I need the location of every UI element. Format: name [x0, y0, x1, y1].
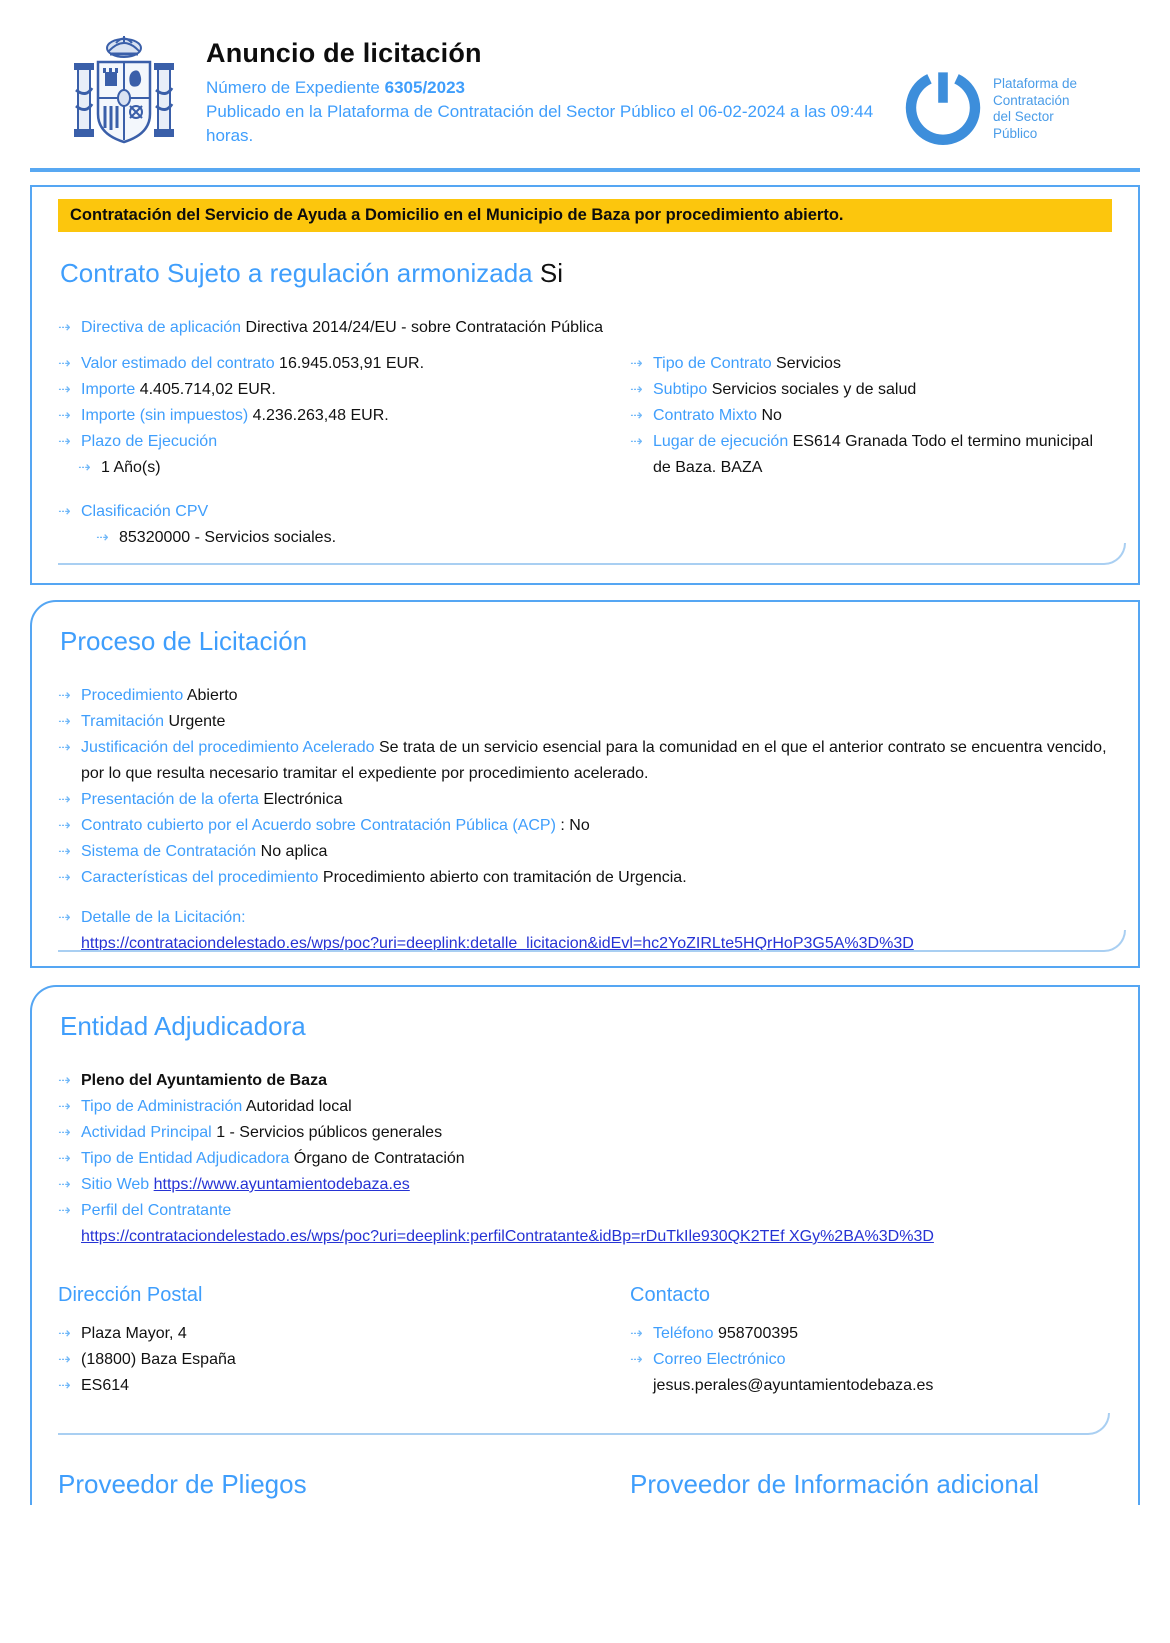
dashed-arrow-icon: ⇢	[58, 1150, 71, 1167]
field-value: 1 Año(s)	[101, 459, 161, 476]
field-label: Tramitación	[81, 713, 164, 730]
dashed-arrow-icon: ⇢	[58, 713, 71, 730]
field-label: Justificación del procedimiento Acelerado	[81, 739, 375, 756]
field-label: Presentación de la oferta	[81, 791, 259, 808]
dashed-arrow-icon: ⇢	[58, 433, 71, 450]
dashed-arrow-icon: ⇢	[58, 1072, 71, 1089]
dashed-arrow-icon: ⇢	[58, 1098, 71, 1115]
dashed-arrow-icon: ⇢	[630, 381, 643, 398]
section-proceso-licitacion	[30, 600, 1140, 968]
dashed-arrow-icon: ⇢	[58, 1176, 71, 1193]
dashed-arrow-icon: ⇢	[630, 1325, 643, 1342]
dashed-arrow-icon: ⇢	[630, 433, 643, 450]
field-value: Se trata de un servicio esencial para la comunidad en el que el anterior contrato se encuentra vencido, por lo que resulta necesario tramitar el expediente por procedimiento acelerado.	[81, 739, 1107, 782]
field-value: jesus.perales@ayuntamientodebaza.es	[653, 1377, 934, 1394]
field-label: Detalle de la Licitación:	[81, 909, 246, 926]
field-direccion-linea2	[58, 1347, 630, 1373]
page-curl-decoration	[58, 930, 1126, 952]
dashed-arrow-icon: ⇢	[58, 407, 71, 424]
field-label: Perfil del Contratante	[81, 1202, 232, 1219]
field-value: Electrónica	[263, 791, 343, 808]
field-value: Servicios	[776, 355, 841, 372]
dashed-arrow-icon: ⇢	[58, 869, 71, 886]
dashed-arrow-icon: ⇢	[630, 407, 643, 424]
field-value: No	[761, 407, 782, 424]
page-curl-decoration	[58, 543, 1126, 565]
expediente-line	[206, 76, 906, 100]
field-value: Directiva 2014/24/EU - sobre Contratación Pública	[245, 319, 604, 336]
field-label: Contrato Mixto	[653, 407, 758, 424]
field-value: Procedimiento abierto con tramitación de Urgencia.	[322, 869, 687, 886]
field-importe-sin-impuestos	[58, 403, 630, 429]
field-label: Subtipo	[653, 381, 708, 398]
spain-coat-of-arms-icon	[72, 34, 176, 152]
field-tramitacion	[58, 709, 1112, 735]
field-value: 4.236.263,48 EUR.	[252, 407, 389, 424]
field-label: Procedimiento	[81, 687, 184, 704]
section-title-contrato	[60, 258, 1112, 289]
field-entidad-nombre	[58, 1068, 1112, 1094]
field-label: Valor estimado del contrato	[81, 355, 275, 372]
field-label: Lugar de ejecución	[653, 433, 789, 450]
field-label: Tipo de Entidad Adjudicadora	[81, 1150, 290, 1167]
field-value: ES614 Granada Todo el termino municipal de Baza. BAZA	[653, 433, 1093, 476]
field-value: 16.945.053,91 EUR.	[279, 355, 425, 372]
field-value: 85320000 - Servicios sociales.	[119, 529, 337, 546]
expediente-label: Número de Expediente	[206, 78, 380, 97]
dashed-arrow-icon: ⇢	[58, 739, 71, 756]
proveedor-pliegos-heading: Proveedor de Pliegos	[58, 1469, 307, 1499]
field-label: Tipo de Contrato	[653, 355, 772, 372]
contract-title-banner: Contratación del Servicio de Ayuda a Domicilio en el Municipio de Baza por procedimiento abierto.	[58, 199, 1112, 232]
field-value: Abierto	[186, 687, 238, 704]
field-plazo-sub	[78, 455, 630, 481]
field-label: Sitio Web	[81, 1176, 150, 1193]
dashed-arrow-icon: ⇢	[630, 1351, 643, 1368]
field-sistema-contratacion	[58, 839, 1112, 865]
dashed-arrow-icon: ⇢	[58, 1202, 71, 1219]
field-tipo-contrato	[630, 351, 1112, 377]
dashed-arrow-icon: ⇢	[630, 355, 643, 372]
dashed-arrow-icon: ⇢	[58, 1325, 71, 1342]
field-tipo-entidad	[58, 1146, 1112, 1172]
perfil-contratante-link[interactable]: https://contrataciondelestado.es/wps/poc?uri=deeplink:perfilContratante&idBp=rDuTkIle930QK2TEf XGy%2BA%3D%3D	[81, 1228, 934, 1245]
dashed-arrow-icon: ⇢	[58, 687, 71, 704]
power-icon	[903, 64, 983, 148]
field-value: Pleno del Ayuntamiento de Baza	[81, 1072, 327, 1089]
field-tipo-administracion	[58, 1094, 1112, 1120]
platform-logo-text	[993, 64, 1077, 142]
field-perfil-contratante	[58, 1198, 1112, 1224]
dashed-arrow-icon: ⇢	[58, 319, 71, 336]
field-value: 4.405.714,02 EUR.	[139, 381, 276, 398]
field-label: Actividad Principal	[81, 1124, 212, 1141]
field-label: Tipo de Administración	[81, 1098, 243, 1115]
header-divider	[30, 168, 1140, 172]
dashed-arrow-icon: ⇢	[58, 817, 71, 834]
expediente-number: 6305/2023	[384, 78, 465, 97]
field-label: Importe	[81, 381, 136, 398]
field-clasificacion-cpv	[58, 499, 1112, 525]
field-direccion-linea1	[58, 1321, 630, 1347]
direccion-postal-heading: Dirección Postal	[58, 1284, 203, 1306]
section-title-value: Si	[539, 258, 563, 288]
field-lugar-ejecucion	[630, 429, 1112, 481]
page-title: Anuncio de licitación	[206, 38, 482, 68]
dashed-arrow-icon: ⇢	[58, 381, 71, 398]
field-plazo-ejecucion	[58, 429, 630, 455]
dashed-arrow-icon: ⇢	[96, 529, 109, 546]
field-label: Clasificación CPV	[81, 503, 209, 520]
field-direccion-linea3	[58, 1373, 630, 1399]
field-presentacion-oferta	[58, 787, 1112, 813]
field-label: Importe (sin impuestos)	[81, 407, 249, 424]
logo-text-line: Público	[993, 125, 1038, 141]
field-value: Autoridad local	[245, 1098, 352, 1115]
dashed-arrow-icon: ⇢	[58, 843, 71, 860]
field-value: Servicios sociales y de salud	[711, 381, 917, 398]
field-value: Urgente	[168, 713, 226, 730]
dashed-arrow-icon: ⇢	[78, 459, 91, 476]
field-importe	[58, 377, 630, 403]
field-actividad-principal	[58, 1120, 1112, 1146]
field-label: Teléfono	[653, 1325, 714, 1342]
section-title-proceso: Proceso de Licitación	[60, 626, 308, 656]
platform-logo	[903, 64, 1077, 148]
field-valor-estimado	[58, 351, 630, 377]
field-value: ES614	[81, 1377, 130, 1394]
field-value: 958700395	[717, 1325, 799, 1342]
field-value: : No	[560, 817, 590, 834]
dashed-arrow-icon: ⇢	[58, 1351, 71, 1368]
field-subtipo	[630, 377, 1112, 403]
section-entidad-adjudicadora	[30, 985, 1140, 1505]
published-line: Publicado en la Plataforma de Contratación del Sector Público el 06-02-2024 a las 09:44 horas.	[206, 102, 874, 145]
dashed-arrow-icon: ⇢	[58, 909, 71, 926]
dashed-arrow-icon: ⇢	[58, 355, 71, 372]
field-detalle-licitacion	[58, 905, 1112, 931]
field-telefono	[630, 1321, 1112, 1347]
field-label: Directiva de aplicación	[81, 319, 242, 336]
field-correo-electronico	[630, 1347, 1112, 1373]
field-justificacion	[58, 735, 1112, 787]
contacto-heading: Contacto	[630, 1284, 711, 1306]
field-value: Órgano de Contratación	[293, 1150, 465, 1167]
field-value: Plaza Mayor, 4	[81, 1325, 187, 1342]
field-label: Plazo de Ejecución	[81, 433, 218, 450]
dashed-arrow-icon: ⇢	[58, 791, 71, 808]
sitio-web-link[interactable]: https://www.ayuntamientodebaza.es	[153, 1176, 410, 1193]
dashed-arrow-icon: ⇢	[58, 503, 71, 520]
dashed-arrow-icon: ⇢	[58, 1124, 71, 1141]
logo-text-line: Contratación	[993, 92, 1070, 108]
page-curl-decoration	[58, 1413, 1110, 1435]
detalle-licitacion-link[interactable]: https://contrataciondelestado.es/wps/poc?uri=deeplink:detalle_licitacion&idEvl=hc2YoZIRLte5HQrHoP3G5A%3D%3D	[81, 935, 914, 952]
field-procedimiento	[58, 683, 1112, 709]
section-title-text: Contrato Sujeto a regulación armonizada	[60, 258, 533, 288]
field-sitio-web	[58, 1172, 1112, 1198]
field-label: Contrato cubierto por el Acuerdo sobre Contratación Pública (ACP)	[81, 817, 556, 834]
field-label: Sistema de Contratación	[81, 843, 257, 860]
field-directiva	[58, 315, 1112, 341]
section-contrato-armonizado	[30, 185, 1140, 585]
dashed-arrow-icon: ⇢	[58, 1377, 71, 1394]
logo-text-line: Plataforma de	[993, 76, 1078, 91]
section-title-entidad: Entidad Adjudicadora	[60, 1011, 306, 1041]
field-value: No aplica	[260, 843, 328, 860]
field-label: Características del procedimiento	[81, 869, 319, 886]
field-acp	[58, 813, 1112, 839]
field-label: Correo Electrónico	[653, 1351, 786, 1368]
field-caracteristicas	[58, 865, 1112, 891]
field-value: (18800) Baza España	[81, 1351, 236, 1368]
field-contrato-mixto	[630, 403, 1112, 429]
field-value: 1 - Servicios públicos generales	[216, 1124, 443, 1141]
proveedor-informacion-heading: Proveedor de Información adicional	[630, 1469, 1040, 1499]
field-correo-valor	[630, 1373, 1112, 1399]
logo-text-line: del Sector	[993, 109, 1054, 124]
